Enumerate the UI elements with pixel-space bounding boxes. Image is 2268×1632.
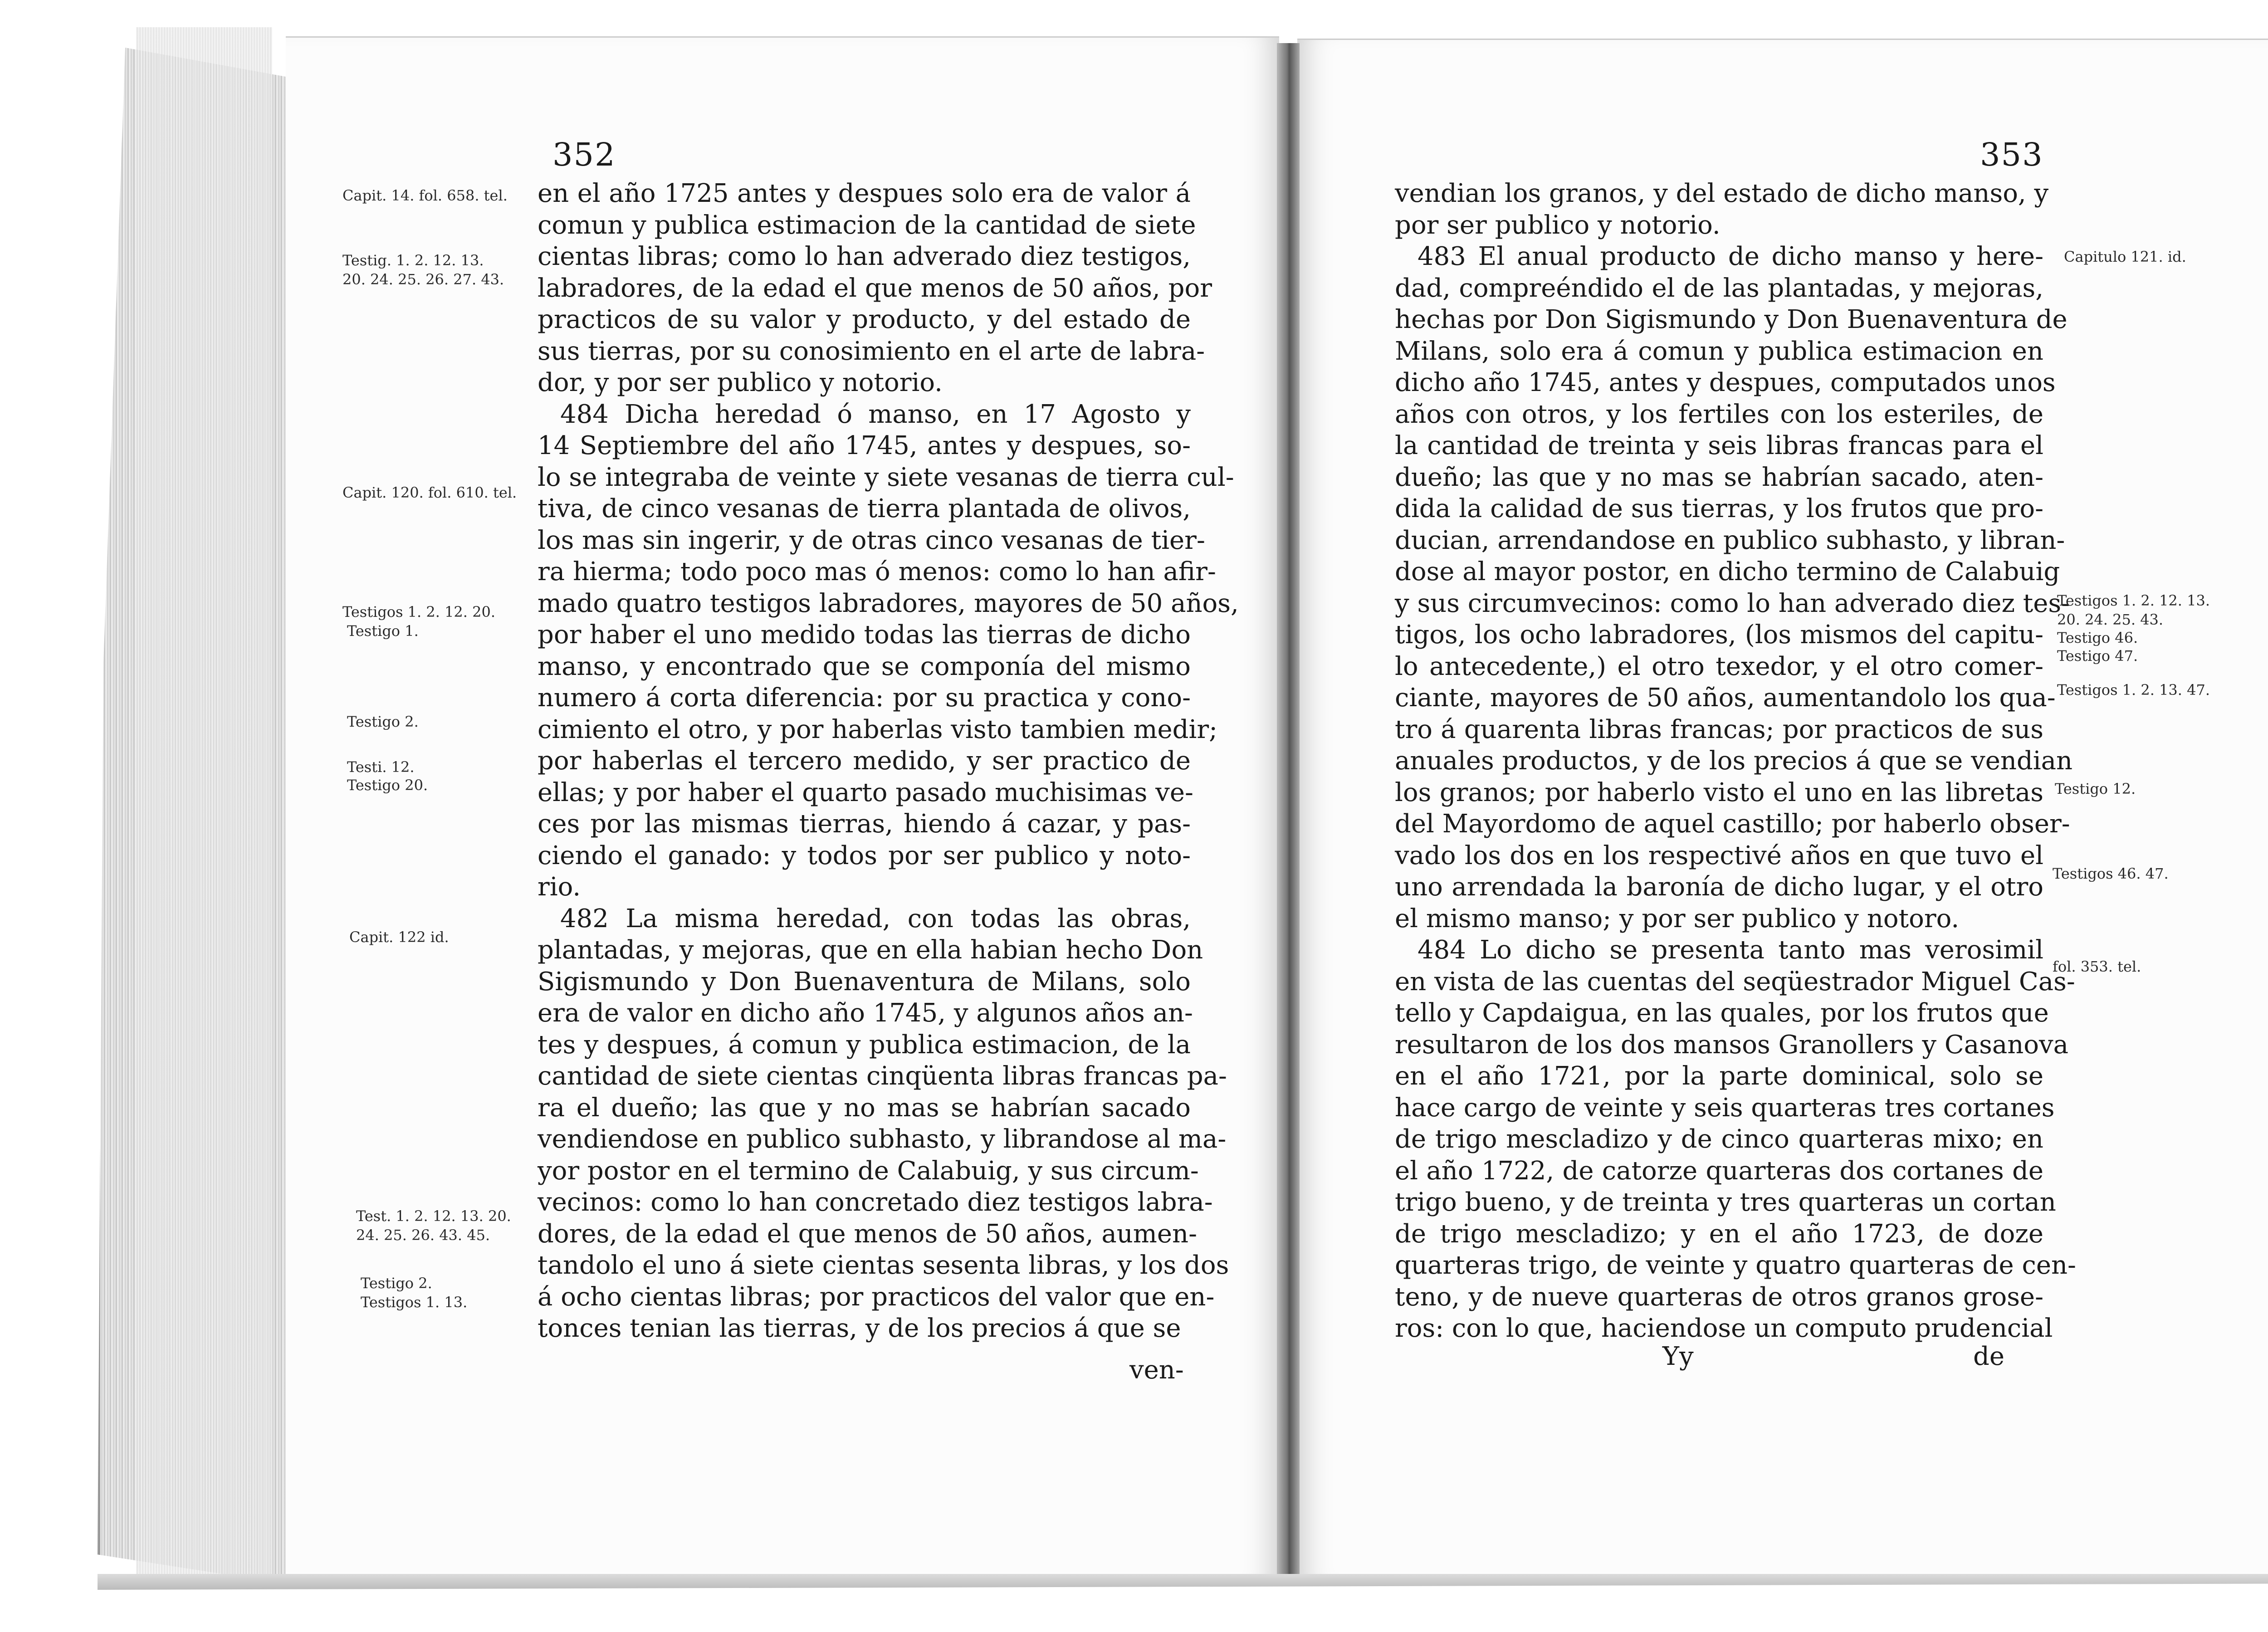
text-line: en vista de las cuentas del seqüestrador Miguel Cas- xyxy=(1395,967,2075,997)
text-line: por haber el uno medido todas las tierras de dicho xyxy=(538,620,1191,650)
text-line: los mas sin ingerir, y de otras cinco vesanas de tier- xyxy=(538,525,1205,555)
text-line: labradores, de la edad el que menos de 50 años, por xyxy=(538,273,1212,303)
page-edges-left-inner xyxy=(136,27,272,1588)
text-line: ciante, mayores de 50 años, aumentandolo los qua- xyxy=(1395,683,2056,713)
margin-note: Testigo 20. xyxy=(347,777,428,794)
margin-note: Testigos 1. 2. 13. 47. xyxy=(2057,681,2210,699)
right-page-text xyxy=(1395,178,2076,1344)
text-line: años con otros, y los fertiles con los esteriles, de xyxy=(1395,399,2043,429)
margin-note: Testigos 1. 2. 12. 20. xyxy=(342,603,496,621)
text-line: cimiento el otro, y por haberlas visto tambien medir; xyxy=(538,714,1217,744)
text-line: uno arrendada la baronía de dicho lugar, y el otro xyxy=(1395,872,2043,902)
text-line: dida la calidad de sus tierras, y los frutos que pro- xyxy=(1395,494,2043,523)
text-line: tro á quarenta libras francas; por practicos de sus xyxy=(1395,714,2043,744)
text-line: vendian los granos, y del estado de dicho manso, y xyxy=(1395,179,2049,208)
text-line: numero á corta diferencia: por su practica y cono- xyxy=(538,683,1191,713)
text-line: quarteras trigo, de veinte y quatro quarteras de cen- xyxy=(1395,1251,2076,1280)
text-line: ducian, arrendandose en publico subhasto, y libran- xyxy=(1395,525,2065,555)
text-line: practicos de su valor y producto, y del estado de xyxy=(538,305,1191,334)
margin-note: Testigo 47. xyxy=(2057,647,2138,665)
text-line: ra hierma; todo poco mas ó menos: como lo han afir- xyxy=(538,557,1216,586)
text-line: hace cargo de veinte y seis quarteras tres cortanes xyxy=(1395,1093,2055,1123)
margin-note: Testi. 12. xyxy=(347,758,415,776)
margin-note: Testigos 1. 13. xyxy=(361,1294,468,1311)
text-line: tonces tenian las tierras, y de los precios á que se xyxy=(538,1314,1181,1343)
text-line: hechas por Don Sigismundo y Don Buenaventura de xyxy=(1395,305,2068,334)
left-page-text xyxy=(538,178,1239,1344)
text-line: ciendo el ganado: y todos por ser publico y noto- xyxy=(538,840,1191,870)
text-line: vado los dos en los respectivé años en que tuvo el xyxy=(1395,840,2043,870)
text-line: dueño; las que y no mas se habrían sacado, aten- xyxy=(1395,462,2043,492)
text-line: dicho año 1745, antes y despues, computados unos xyxy=(1395,368,2056,397)
text-line: 483 El anual producto de dicho manso y here- xyxy=(1418,242,2043,271)
margin-note: Capit. 122 id. xyxy=(349,928,449,946)
right-catchword: de xyxy=(1973,1342,2004,1371)
text-line: manso, y encontrado que se componía del mismo xyxy=(538,651,1191,681)
text-line: comun y publica estimacion de la cantidad de siete xyxy=(538,210,1196,240)
margin-note: Testig. 1. 2. 12. 13. xyxy=(342,252,484,269)
margin-note: fol. 353. tel. xyxy=(2053,958,2141,975)
margin-note: Testigos 1. 2. 12. 13. xyxy=(2057,592,2210,609)
text-line: 14 Septiembre del año 1745, antes y despues, so- xyxy=(538,431,1191,460)
margin-note: Testigo 2. xyxy=(361,1275,432,1292)
text-line: 484 Lo dicho se presenta tanto mas verosimil xyxy=(1418,935,2043,965)
margin-note: Testigo 12. xyxy=(2055,780,2136,797)
margin-note: Test. 1. 2. 12. 13. 20. xyxy=(356,1207,511,1225)
text-line: y sus circumvecinos: como lo han adverado diez tes- xyxy=(1395,588,2070,618)
text-line: cantidad de siete cientas cinqüenta libras francas pa- xyxy=(538,1061,1227,1091)
text-line: del Mayordomo de aquel castillo; por haberlo obser- xyxy=(1395,809,2070,839)
text-line: cientas libras; como lo han adverado diez testigos, xyxy=(538,242,1191,271)
text-line: lo se integraba de veinte y siete vesanas de tierra cul- xyxy=(538,462,1234,492)
text-line: anuales productos, y de los precios á que se vendian xyxy=(1395,746,2073,776)
right-signature: Yy xyxy=(1662,1342,1694,1371)
text-line: vecinos: como lo han concretado diez testigos labra- xyxy=(538,1187,1213,1217)
text-line: por haberlas el tercero medido, y ser practico de xyxy=(538,746,1191,776)
margin-note: Testigos 46. 47. xyxy=(2053,865,2169,882)
margin-note: Capit. 120. fol. 610. tel. xyxy=(342,484,517,501)
text-line: el año 1722, de catorze quarteras dos cortanes de xyxy=(1395,1156,2043,1186)
margin-note: 20. 24. 25. 43. xyxy=(2057,611,2164,628)
margin-note: 20. 24. 25. 26. 27. 43. xyxy=(342,271,504,288)
text-line: 482 La misma heredad, con todas las obras, xyxy=(560,904,1191,933)
text-line: ellas; y por haber el quarto pasado muchisimas ve- xyxy=(538,777,1193,807)
margin-note: Capit. 14. fol. 658. tel. xyxy=(342,187,508,204)
text-line: tes y despues, á comun y publica estimacion, de la xyxy=(538,1030,1191,1060)
text-line: los granos; por haberlo visto el uno en las libretas xyxy=(1395,777,2043,807)
margin-note: Capitulo 121. id. xyxy=(2064,248,2186,265)
text-line: teno, y de nueve quarteras de otros granos grose- xyxy=(1395,1282,2043,1312)
text-line: de trigo mescladizo y de cinco quarteras mixo; en xyxy=(1395,1124,2043,1154)
text-line: 484 Dicha heredad ó manso, en 17 Agosto y xyxy=(560,399,1191,429)
text-line: yor postor en el termino de Calabuig, y sus circum- xyxy=(538,1156,1199,1186)
text-line: á ocho cientas libras; por practicos del valor que en- xyxy=(538,1282,1215,1312)
text-line: ces por las mismas tierras, hiendo á cazar, y pas- xyxy=(538,809,1191,839)
text-line: trigo bueno, y de treinta y tres quarteras un cortan xyxy=(1395,1187,2056,1217)
text-line: en el año 1725 antes y despues solo era de valor á xyxy=(538,179,1191,208)
text-line: el mismo manso; y por ser publico y notoro. xyxy=(1395,904,1960,933)
text-line: rio. xyxy=(538,872,581,902)
text-line: ros: con lo que, haciendose un computo prudencial xyxy=(1395,1314,2053,1343)
text-line: tiva, de cinco vesanas de tierra plantada de olivos, xyxy=(538,494,1191,523)
margin-note: Testigo 2. xyxy=(347,713,419,730)
margin-note: 24. 25. 26. 43. 45. xyxy=(356,1226,490,1244)
text-line: era de valor en dicho año 1745, y algunos años an- xyxy=(538,998,1193,1028)
page-edges-bottom xyxy=(98,1574,2268,1590)
text-line: mado quatro testigos labradores, mayores de 50 años, xyxy=(538,588,1239,618)
text-line: tandolo el uno á siete cientas sesenta libras, y los dos xyxy=(538,1251,1229,1280)
text-line: Milans, solo era á comun y publica estimacion en xyxy=(1395,336,2043,366)
text-line: dose al mayor postor, en dicho termino de Calabuig xyxy=(1395,557,2060,586)
text-line: por ser publico y notorio. xyxy=(1395,210,1721,240)
margin-note: Testigo 1. xyxy=(347,622,419,640)
text-line: plantadas, y mejoras, que en ella habian hecho Don xyxy=(538,935,1203,965)
book-gutter xyxy=(1277,43,1300,1581)
text-line: sus tierras, por su conosimiento en el arte de labra- xyxy=(538,336,1205,366)
text-line: resultaron de los dos mansos Granollers y Casanova xyxy=(1395,1030,2069,1060)
left-page-number: 352 xyxy=(552,136,616,173)
text-line: tigos, los ocho labradores, (los mismos del capitu- xyxy=(1395,620,2043,650)
text-line: dores, de la edad el que menos de 50 años, aumen- xyxy=(538,1219,1198,1249)
left-catchword: ven- xyxy=(1129,1355,1184,1385)
text-line: dor, y por ser publico y notorio. xyxy=(538,368,943,397)
text-line: dad, compreéndido el de las plantadas, y mejoras, xyxy=(1395,273,2043,303)
text-line: Sigismundo y Don Buenaventura de Milans, solo xyxy=(538,967,1191,997)
text-line: lo antecedente,) el otro texedor, y el otro comer- xyxy=(1395,651,2043,681)
text-line: de trigo mescladizo; y en el año 1723, de doze xyxy=(1395,1219,2043,1249)
text-line: ra el dueño; las que y no mas se habrían sacado xyxy=(538,1093,1191,1123)
text-line: en el año 1721, por la parte dominical, solo se xyxy=(1395,1061,2043,1091)
text-line: tello y Capdaigua, en las quales, por los frutos que xyxy=(1395,998,2049,1028)
text-line: vendiendose en publico subhasto, y librandose al ma- xyxy=(538,1124,1227,1154)
text-line: la cantidad de treinta y seis libras francas para el xyxy=(1395,431,2043,460)
margin-note: Testigo 46. xyxy=(2057,629,2138,646)
right-page-number: 353 xyxy=(1980,136,2043,173)
